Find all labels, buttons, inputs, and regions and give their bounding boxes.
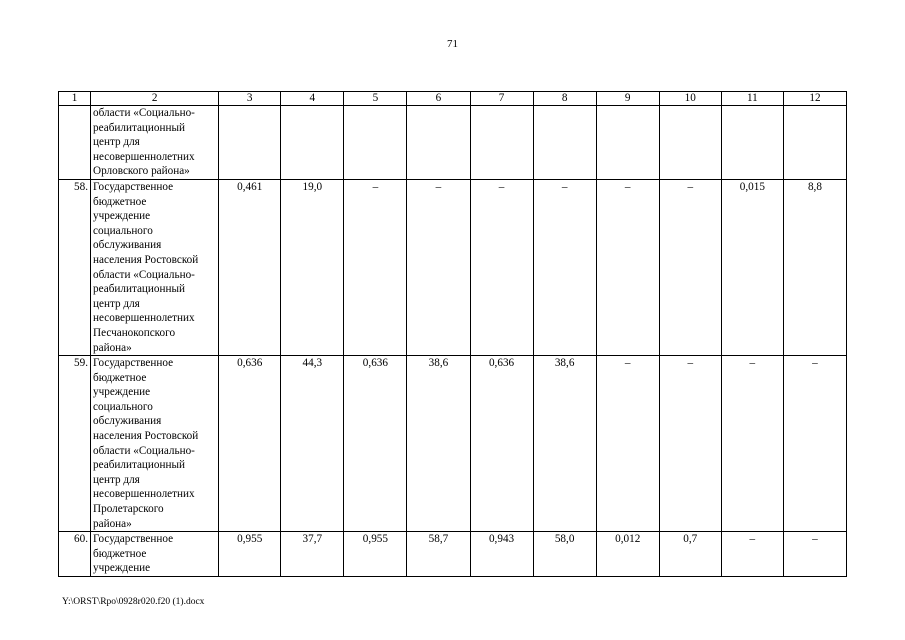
value-cell: 0,461	[219, 179, 281, 355]
column-header: 11	[721, 92, 783, 106]
value-cell: 38,6	[533, 356, 596, 532]
column-header: 6	[407, 92, 470, 106]
value-cell: 0,012	[596, 532, 659, 577]
value-cell: 38,6	[407, 356, 470, 532]
column-header: 8	[533, 92, 596, 106]
value-cell: 58,7	[407, 532, 470, 577]
row-number: 59.	[59, 356, 91, 532]
value-cell	[721, 106, 783, 180]
value-cell: –	[533, 179, 596, 355]
value-cell: 0,636	[344, 356, 407, 532]
institution-name: области «Социально- реабилитационный центр для несовершеннолетних Орловского района»	[91, 106, 219, 180]
data-table	[58, 91, 847, 577]
value-cell: 0,015	[721, 179, 783, 355]
file-path-footer: Y:\ORST\Rpo\0928r020.f20 (1).docx	[62, 597, 205, 607]
value-cell: –	[407, 179, 470, 355]
value-cell	[533, 106, 596, 180]
institution-name: Государственное бюджетное учреждение социального обслуживания населения Ростовской области «Социально- реабилитационный центр для несовершеннолетних Пролетарского района»	[91, 356, 219, 532]
value-cell: –	[659, 179, 721, 355]
value-cell	[344, 106, 407, 180]
institution-name: Государственное бюджетное учреждение	[91, 532, 219, 577]
column-header: 3	[219, 92, 281, 106]
table-row	[59, 106, 847, 180]
value-cell: 0,636	[470, 356, 533, 532]
column-header: 9	[596, 92, 659, 106]
value-cell: –	[783, 532, 846, 577]
value-cell: 19,0	[281, 179, 344, 355]
value-cell	[281, 106, 344, 180]
value-cell	[470, 106, 533, 180]
value-cell: 44,3	[281, 356, 344, 532]
table-row	[59, 532, 847, 577]
value-cell: 58,0	[533, 532, 596, 577]
value-cell	[219, 106, 281, 180]
page-number: 71	[447, 38, 458, 50]
value-cell: –	[470, 179, 533, 355]
value-cell: 0,943	[470, 532, 533, 577]
institution-name: Государственное бюджетное учреждение социального обслуживания населения Ростовской области «Социально- реабилитационный центр для несовершеннолетних Песчанокопского района»	[91, 179, 219, 355]
value-cell: –	[783, 356, 846, 532]
table-header-row	[59, 92, 847, 106]
table-row	[59, 356, 847, 532]
column-header: 10	[659, 92, 721, 106]
value-cell: –	[721, 356, 783, 532]
value-cell: –	[596, 356, 659, 532]
value-cell: 37,7	[281, 532, 344, 577]
column-header: 2	[91, 92, 219, 106]
row-number	[59, 106, 91, 180]
value-cell: 0,636	[219, 356, 281, 532]
value-cell: 8,8	[783, 179, 846, 355]
row-number: 58.	[59, 179, 91, 355]
value-cell: 0,955	[344, 532, 407, 577]
value-cell: –	[659, 356, 721, 532]
value-cell: –	[344, 179, 407, 355]
column-header: 5	[344, 92, 407, 106]
value-cell: –	[721, 532, 783, 577]
value-cell	[407, 106, 470, 180]
value-cell	[659, 106, 721, 180]
column-header: 12	[783, 92, 846, 106]
value-cell: 0,955	[219, 532, 281, 577]
table-row	[59, 179, 847, 355]
value-cell	[596, 106, 659, 180]
value-cell	[783, 106, 846, 180]
column-header: 4	[281, 92, 344, 106]
column-header: 1	[59, 92, 91, 106]
value-cell: 0,7	[659, 532, 721, 577]
column-header: 7	[470, 92, 533, 106]
value-cell: –	[596, 179, 659, 355]
row-number: 60.	[59, 532, 91, 577]
